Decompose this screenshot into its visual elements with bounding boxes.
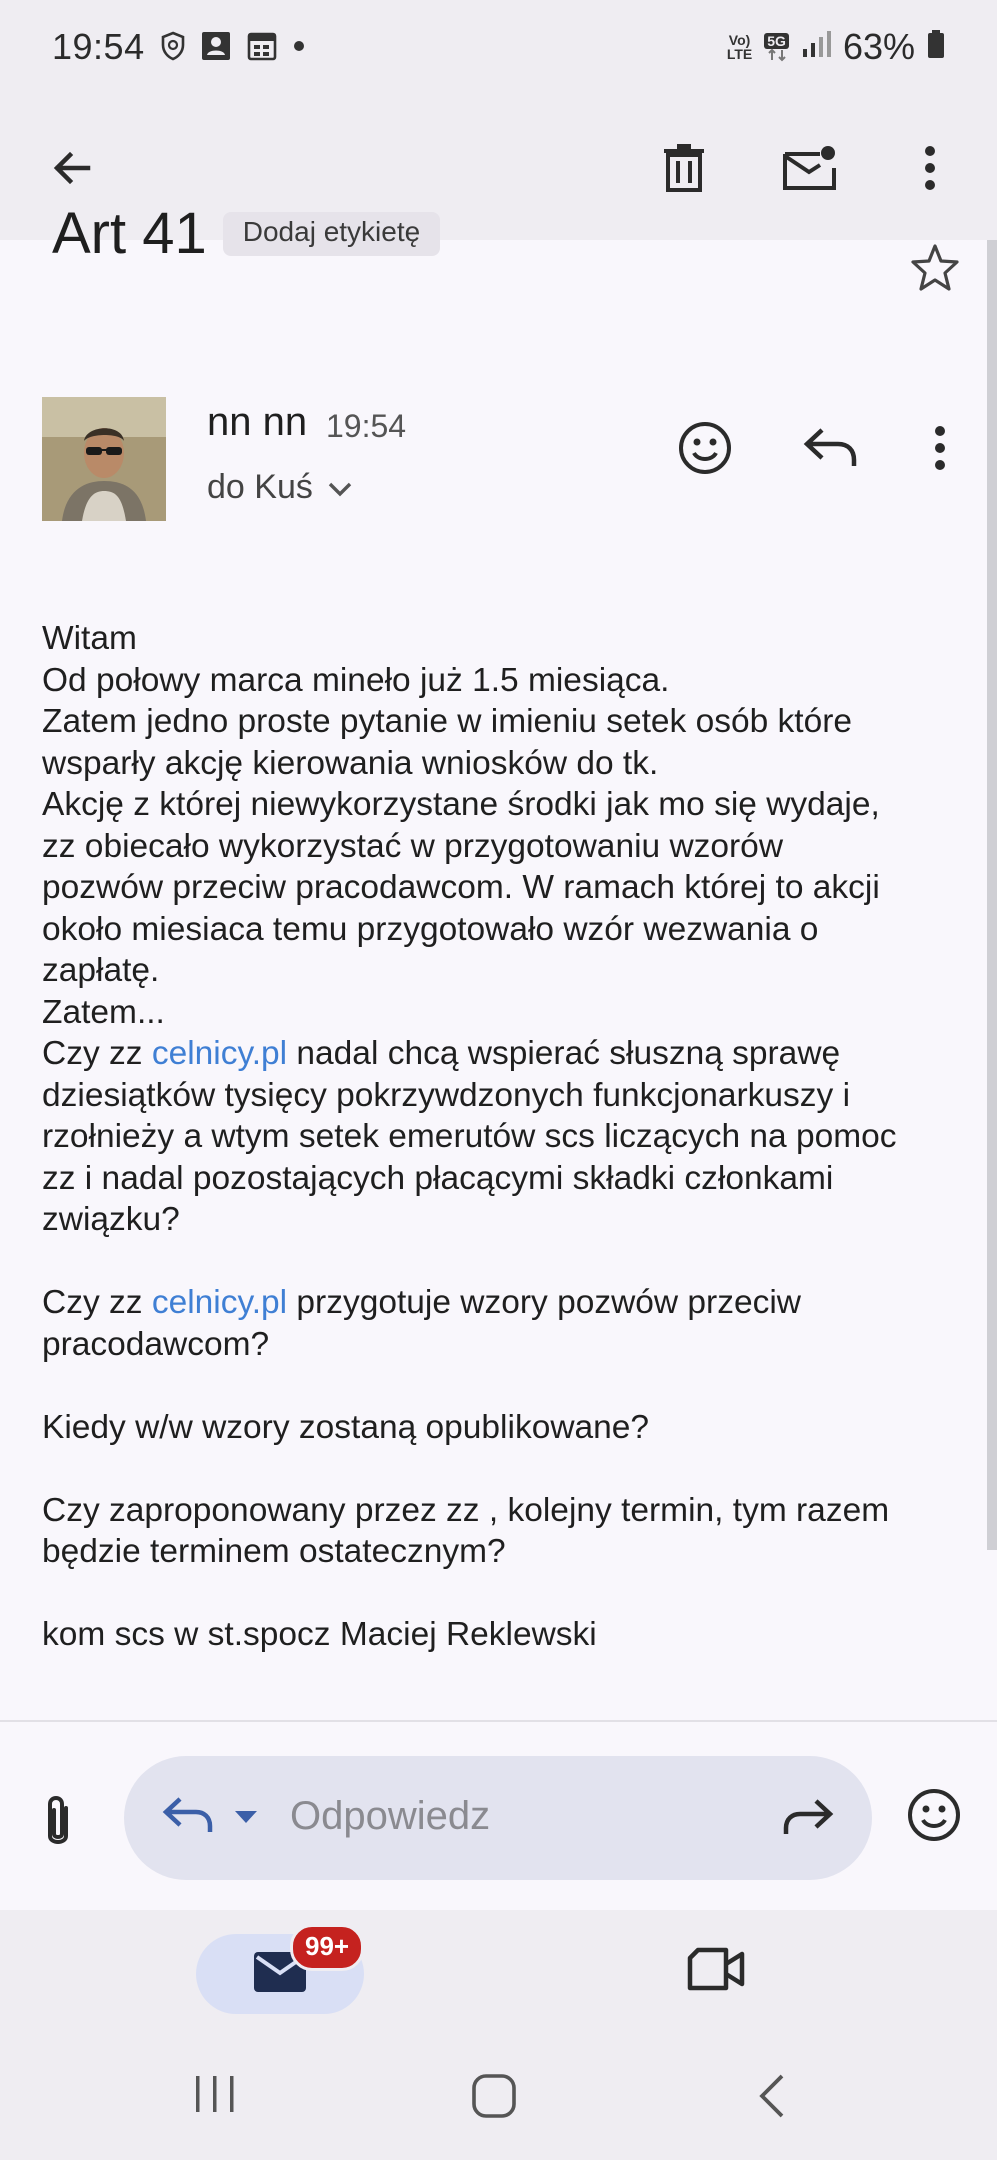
paragraph-gap — [42, 1241, 962, 1283]
body-line: Czy zz celnicy.pl przygotuje wzory pozwów przeciw — [42, 1284, 801, 1321]
chevron-down-icon — [327, 468, 353, 507]
notification-icons — [160, 30, 306, 67]
battery-percent: 63% — [842, 26, 915, 67]
status-time: 19:54 — [52, 26, 145, 67]
reply-input[interactable] — [124, 1756, 872, 1880]
subject-row — [52, 200, 440, 267]
body-line: Zatem jedno proste pytanie w imieniu setek osób które — [42, 703, 853, 740]
body-line: związku? — [42, 1201, 180, 1238]
body-line: rzołnieży a wtym setek emerutów scs liczących na pomoc — [42, 1118, 897, 1155]
body-signature: kom scs w st.spocz Maciej Reklewski — [42, 1616, 597, 1653]
contact-card-icon — [200, 30, 232, 67]
scrollbar[interactable] — [987, 240, 997, 1550]
paragraph-gap — [42, 1448, 962, 1490]
body-line: Czy zz celnicy.pl nadal chcą wspierać słuszną sprawę — [42, 1035, 841, 1072]
body-line: pracodawcom? — [42, 1325, 270, 1363]
trash-icon[interactable] — [652, 136, 716, 200]
nav-meet-tab[interactable] — [686, 1946, 746, 1997]
more-vert-icon[interactable] — [898, 136, 962, 200]
mark-unread-icon[interactable] — [778, 136, 842, 200]
recipient-label: do Kuś — [207, 468, 313, 506]
email-time: 19:54 — [326, 408, 407, 444]
forward-icon[interactable] — [782, 1798, 834, 1843]
email-content — [0, 201, 997, 1720]
emoji-icon[interactable] — [907, 1788, 961, 1847]
body-line: około miesiaca temu przygotowało wzór wezwania o — [42, 910, 819, 948]
body-line: Akcję z której niewykorzystane środki jak mo się wydaje, — [42, 786, 880, 823]
back-arrow-icon[interactable] — [40, 136, 104, 200]
reply-bar — [0, 1722, 997, 1910]
body-line: Czy zaproponowany przez zz , kolejny termin, tym razem — [42, 1491, 890, 1529]
body-line: Witam — [42, 620, 137, 657]
body-line: zz i nadal pozostających płacącymi składki członkami — [42, 1159, 834, 1197]
body-line: wsparły akcję kierowania wniosków do tk. — [42, 744, 659, 782]
system-back-button[interactable] — [756, 2072, 788, 2120]
email-subject: Art 41 — [52, 201, 207, 266]
reply-placeholder: Odpowiedz — [290, 1794, 491, 1838]
body-line: Kiedy w/w wzory zostaną opublikowane? — [42, 1408, 650, 1446]
emoji-reaction-icon[interactable] — [673, 416, 737, 480]
star-icon[interactable] — [909, 242, 961, 299]
celnicy-link[interactable]: celnicy.pl — [151, 1035, 288, 1072]
sender-avatar[interactable] — [42, 397, 166, 521]
body-line: zapłatę. — [42, 952, 160, 989]
volte-indicator: Vo) LTE — [726, 32, 753, 62]
home-button[interactable] — [470, 2072, 518, 2120]
body-line: będzie terminem ostatecznym? — [42, 1533, 506, 1570]
fiveg-indicator: 5G — [764, 33, 789, 61]
reply-arrow-icon[interactable] — [162, 1796, 214, 1841]
recent-apps-button[interactable] — [190, 2072, 240, 2116]
body-line: dziesiątków tysięcy pokrzywdzonych funkcjonarkuszy i — [42, 1076, 851, 1114]
status-bar — [0, 0, 997, 96]
calendar-icon — [246, 30, 278, 67]
paragraph-gap — [42, 1573, 962, 1615]
body-line: zz obiecało wykorzystać w przygotowaniu wzorów — [42, 827, 784, 865]
body-line: pozwów przeciw pracodawcom. W ramach której to akcji — [42, 869, 880, 906]
signal-icon — [801, 26, 831, 68]
celnicy-link[interactable]: celnicy.pl — [151, 1284, 288, 1321]
add-label-chip[interactable]: Dodaj etykietę — [223, 212, 440, 256]
sender-name: nn nn — [207, 400, 308, 444]
battery-icon — [927, 26, 945, 68]
unread-badge: 99+ — [290, 1924, 364, 1971]
shield-icon — [160, 31, 186, 66]
email-body — [42, 618, 962, 1656]
body-line: Zatem... — [42, 993, 165, 1031]
message-more-vert-icon[interactable] — [908, 416, 972, 480]
reply-type-dropdown-icon[interactable] — [234, 1810, 258, 1829]
paragraph-gap — [42, 1365, 962, 1407]
recipient-toggle[interactable] — [207, 468, 353, 507]
reply-icon[interactable] — [798, 416, 862, 480]
body-line: Od połowy marca mineło już 1.5 miesiąca. — [42, 661, 670, 699]
attachment-icon[interactable] — [36, 1794, 80, 1857]
status-right — [727, 26, 945, 68]
dot-icon — [292, 39, 306, 58]
bottom-navigation — [0, 1910, 997, 2160]
